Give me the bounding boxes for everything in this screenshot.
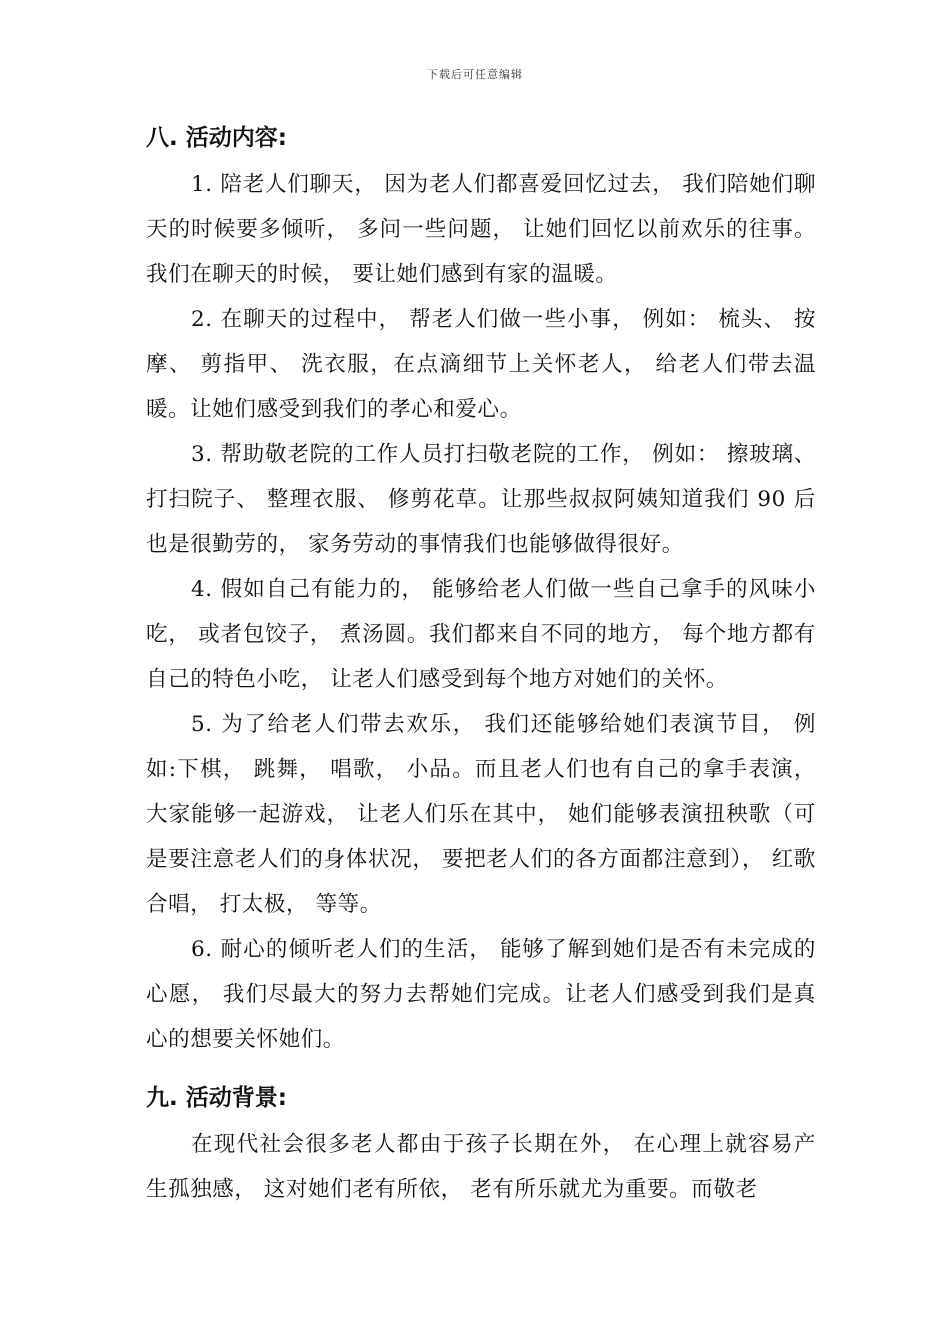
paragraph-item-3: 3. 帮助敬老院的工作人员打扫敬老院的工作， 例如： 擦玻璃、 打扫院子、 整理衣服、 修剪花草。让那些叔叔阿姨知道我们 90 后也是很勤劳的， 家务劳动的事情我们也能够做得很好。 bbox=[146, 442, 816, 557]
paragraph-item-1: 1. 陪老人们聊天， 因为老人们都喜爱回忆过去， 我们陪她们聊天的时候要多倾听， 多问一些问题， 让她们回忆以前欢乐的往事。我们在聊天的时候， 要让她们感到有家的温暖。 bbox=[146, 172, 816, 287]
paragraph-item-2: 2. 在聊天的过程中， 帮老人们做一些小事， 例如： 梳头、 按摩、 剪指甲、 洗衣服，在点滴细节上关怀老人， 给老人们带去温暖。让她们感受到我们的孝心和爱心。 bbox=[146, 307, 816, 422]
paragraph-item-6: 6. 耐心的倾听老人们的生活， 能够了解到她们是否有未完成的心愿， 我们尽最大的努力去帮她们完成。让老人们感受到我们是真心的想要关怀她们。 bbox=[146, 937, 816, 1052]
document-body bbox=[146, 116, 816, 1212]
paragraph-background: 在现代社会很多老人都由于孩子长期在外， 在心理上就容易产生孤独感， 这对她们老有所依， 老有所乐就尤为重要。而敬老 bbox=[146, 1132, 816, 1202]
section-title-activity-background: 九. 活动背景: bbox=[146, 1085, 287, 1111]
page-header-note: 下载后可任意编辑 bbox=[427, 68, 523, 81]
section-title-activity-content: 八. 活动内容: bbox=[146, 125, 287, 151]
paragraph-item-5: 5. 为了给老人们带去欢乐， 我们还能够给她们表演节目， 例如:下棋， 跳舞， 唱歌， 小品。而且老人们也有自己的拿手表演， 大家能够一起游戏， 让老人们乐在其中， 她们能够表演扭秧歌（可是要注意老人们的身体状况， 要把老人们的各方面都注意到）， 红歌合唱， 打太极， 等等。 bbox=[146, 712, 816, 917]
paragraph-item-4: 4. 假如自己有能力的， 能够给老人们做一些自己拿手的风味小吃， 或者包饺子， 煮汤圆。我们都来自不同的地方， 每个地方都有自己的特色小吃， 让老人们感受到每个地方对她们的关怀。 bbox=[146, 577, 816, 692]
